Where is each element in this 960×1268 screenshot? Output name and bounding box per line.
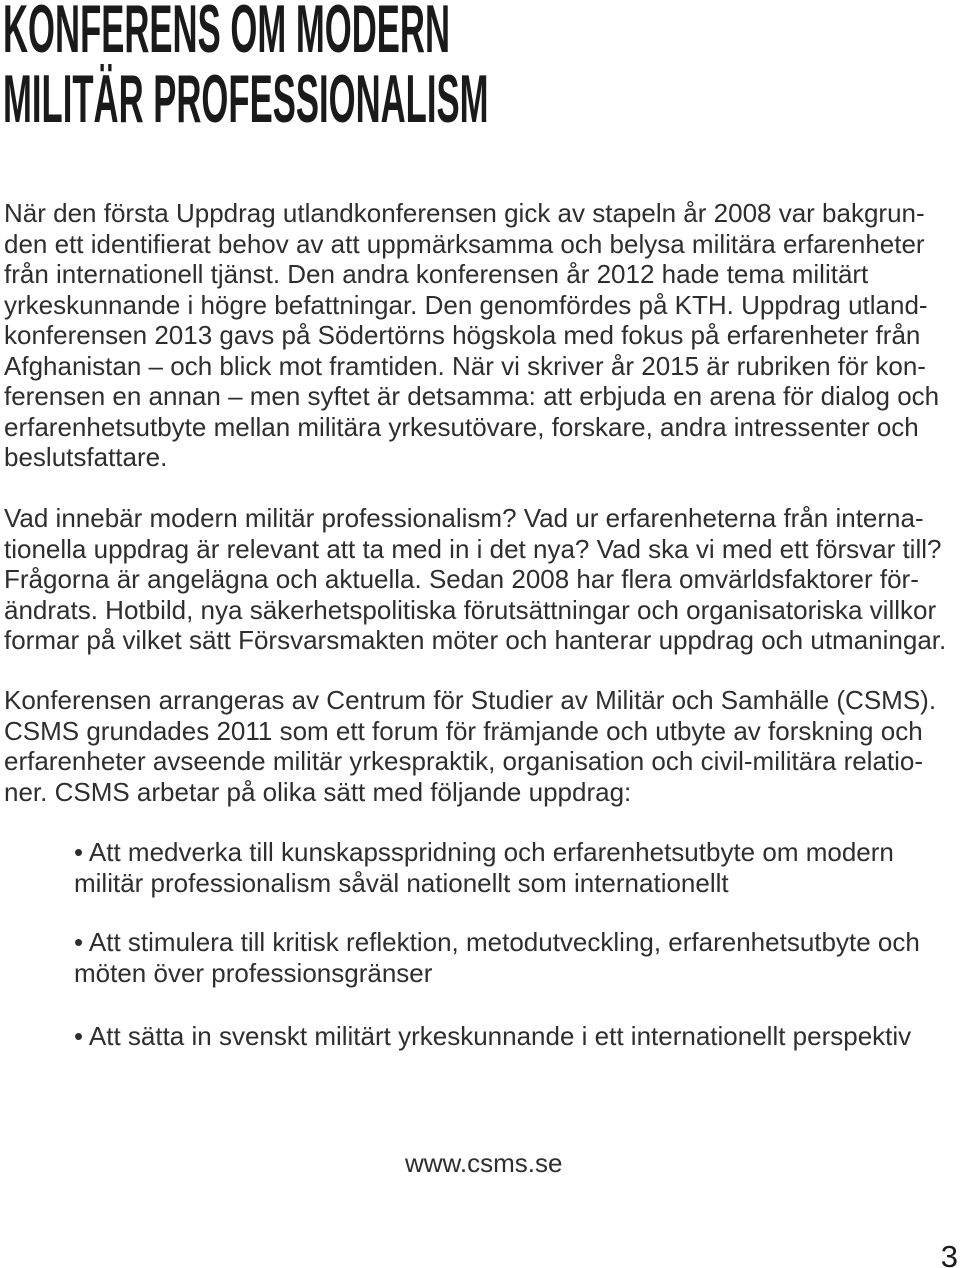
text-line: militär professionalism såväl nationellt som internationellt [74, 867, 729, 898]
text-line: Vad innebär modern militär professionalism? Vad ur erfarenheterna från interna- [4, 503, 924, 533]
text-line: • Att sätta in svenskt militärt yrkeskunnande i ett internationellt perspektiv [74, 1021, 912, 1051]
text-line: från internationell tjänst. Den andra konferensen år 2012 hade tema militärt [4, 259, 869, 289]
text-line: Frågorna är angelägna och aktuella. Sedan 2008 har flera omvärldsfaktorer för- [4, 564, 919, 594]
intro-paragraph [4, 198, 956, 473]
text-line: Konferensen arrangeras av Centrum för Studier av Militär och Samhälle (CSMS). [4, 685, 937, 715]
list-item [74, 927, 956, 988]
text-line: • Att stimulera till kritisk reflektion, metodutveckling, erfarenhetsutbyte och [74, 927, 920, 957]
title-line: MILITÄR PROFESSIONALISM [3, 61, 489, 137]
questions-paragraph [4, 503, 956, 656]
text-line: ändrats. Hotbild, nya säkerhetspolitiska förutsättningar och organisatoriska villkor [4, 594, 937, 625]
text-line: erfarenheter avseende militär yrkespraktik, organisation och civil-militära relatio- [4, 746, 924, 776]
text-line: erfarenhetsutbyte mellan militära yrkesutövare, forskare, andra intressenter och [4, 411, 919, 442]
text-line: den ett identifierat behov av att uppmärksamma och belysa militära erfarenheter [4, 228, 925, 259]
text-line: konferensen 2013 gavs på Södertörns högskola med fokus på erfarenheter från [4, 320, 921, 350]
title-line: KONFERENS OM MODERN [3, 0, 450, 67]
text-line: När den första Uppdrag utlandkonferensen gick av stapeln år 2008 var bakgrun- [4, 198, 925, 228]
website-url: www.csms.se [405, 1148, 563, 1178]
text-line: möten över professionsgränser [74, 957, 433, 988]
list-item [74, 837, 956, 898]
text-line: tionella uppdrag är relevant att ta med in i det nya? Vad ska vi med ett försvar till? [4, 533, 942, 564]
text-line: formar på vilket sätt Försvarsmakten möter och hanterar uppdrag och utmaningar. [4, 625, 947, 655]
text-line: • Att medverka till kunskapsspridning och erfarenhetsutbyte om modern [74, 837, 894, 867]
text-line: beslutsfattare. [4, 442, 168, 472]
text-line: yrkeskunnande i högre befattningar. Den genomfördes på KTH. Uppdrag utland- [4, 289, 928, 320]
text-line: CSMS grundades 2011 som ett forum för främjande och utbyte av forskning och [4, 715, 923, 746]
list-item [74, 1021, 956, 1052]
page-number: 3 [940, 1239, 958, 1268]
text-line: Afghanistan – och blick mot framtiden. När vi skriver år 2015 är rubriken för kon- [4, 350, 926, 381]
text-line: ferensen en annan – men syftet är detsamma: att erbjuda en arena för dialog och [4, 381, 940, 411]
text-line: ner. CSMS arbetar på olika sätt med följande uppdrag: [4, 776, 632, 807]
csms-paragraph [4, 685, 956, 807]
page-title [3, 0, 955, 137]
